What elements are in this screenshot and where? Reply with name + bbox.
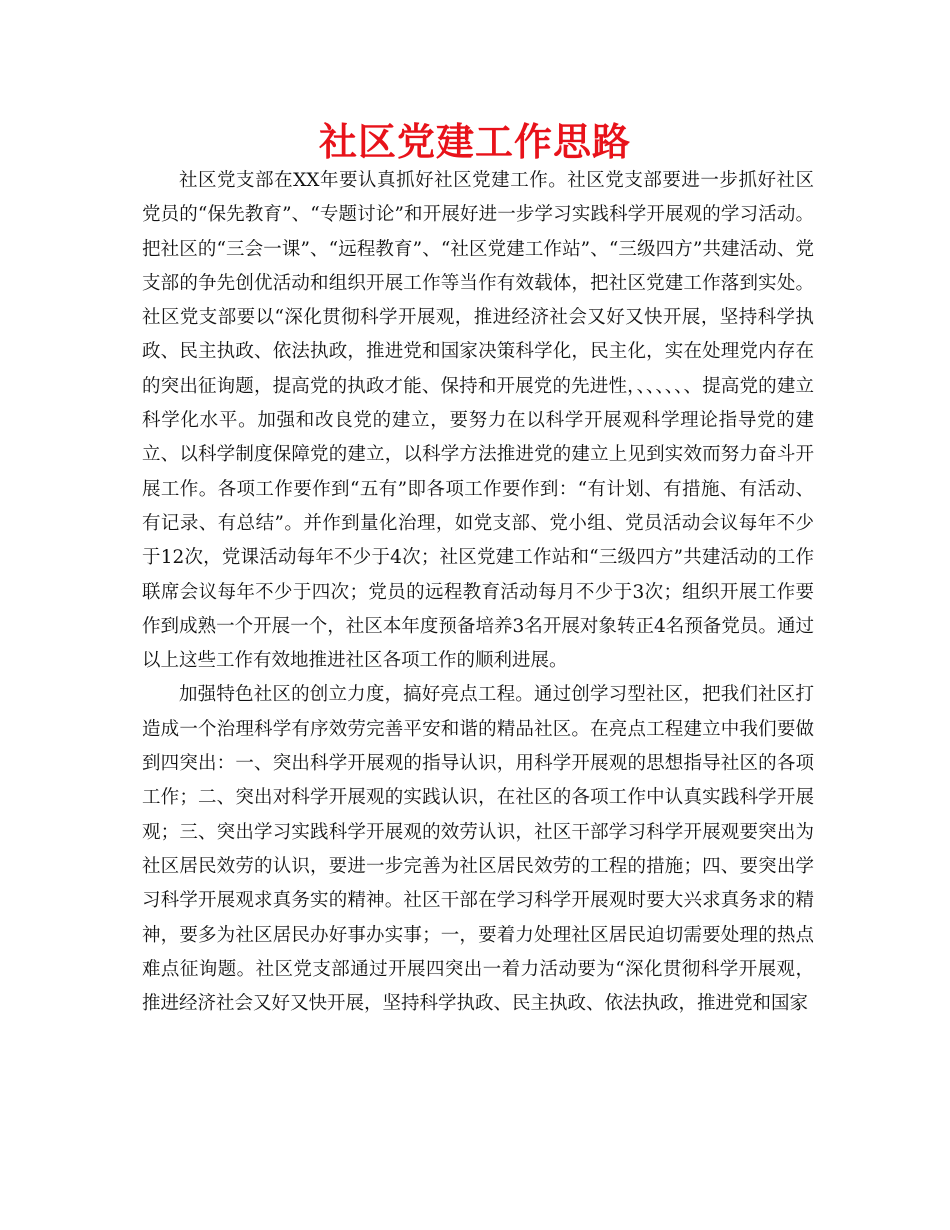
document-title: 社区党建工作思路	[318, 120, 631, 164]
document-body	[142, 164, 814, 1021]
paragraph-2: 加强特色社区的创立力度，搞好亮点工程。通过创学习型社区，把我们社区打造成一个治理科学有序效劳完善平安和谐的精品社区。在亮点工程建立中我们要做到四突出：一、突出科学开展观的指导认识，用科学开展观的思想指导社区的各项工作；二、突出对科学开展观的实践认识，在社区的各项工作中认真实践科学开展观；三、突出学习实践科学开展观的效劳认识，社区干部学习科学开展观要突出为社区居民效劳的认识，要进一步完善为社区居民效劳的工程的措施；四、要突出学习科学开展观求真务实的精神。社区干部在学习科学开展观时要大兴求真务求的精神，要多为社区居民办好事办实事；一，要着力处理社区居民迫切需要处理的热点难点征询题。社区党支部通过开展四突出一着力活动要为“深化贯彻科学开展观，推进经济社会又好又快开展，坚持科学执政、民主执政、依法执政，推进党和国家	[142, 684, 814, 1015]
paragraph-1: 社区党支部在XX年要认真抓好社区党建工作。社区党支部要进一步抓好社区党员的“保先教育”、“专题讨论”和开展好进一步学习实践科学开展观的学习活动。把社区的“三会一课”、“远程教育”、“社区党建工作站”、“三级四方”共建活动、党支部的争先创优活动和组织开展工作等当作有效载体，把社区党建工作落到实处。社区党支部要以“深化贯彻科学开展观，推进经济社会又好又快开展，坚持科学执政、民主执政、依法执政，推进党和国家决策科学化，民主化，实在处理党内存在的突出征询题，提高党的执政才能、保持和开展党的先进性，、、、、、、提高党的建立科学化水平。加强和改良党的建立，要努力在以科学开展观科学理论指导党的建立、以科学制度保障党的建立，以科学方法推进党的建立上见到实效而努力奋斗开展工作。各项工作要作到“五有”即各项工作要作到：“有计划、有措施、有活动、有记录、有总结”。并作到量化治理，如党支部、党小组、党员活动会议每年不少于12次，党课活动每年不少于4次；社区党建工作站和“三级四方”共建活动的工作联席会议每年不少于四次；党员的远程教育活动每月不少于3次；组织开展工作要作到成熟一个开展一个，社区本年度预备培养3名开展对象转正4名预备党员。通过以上这些工作有效地推进社区各项工作的顺利进展。	[142, 170, 814, 672]
